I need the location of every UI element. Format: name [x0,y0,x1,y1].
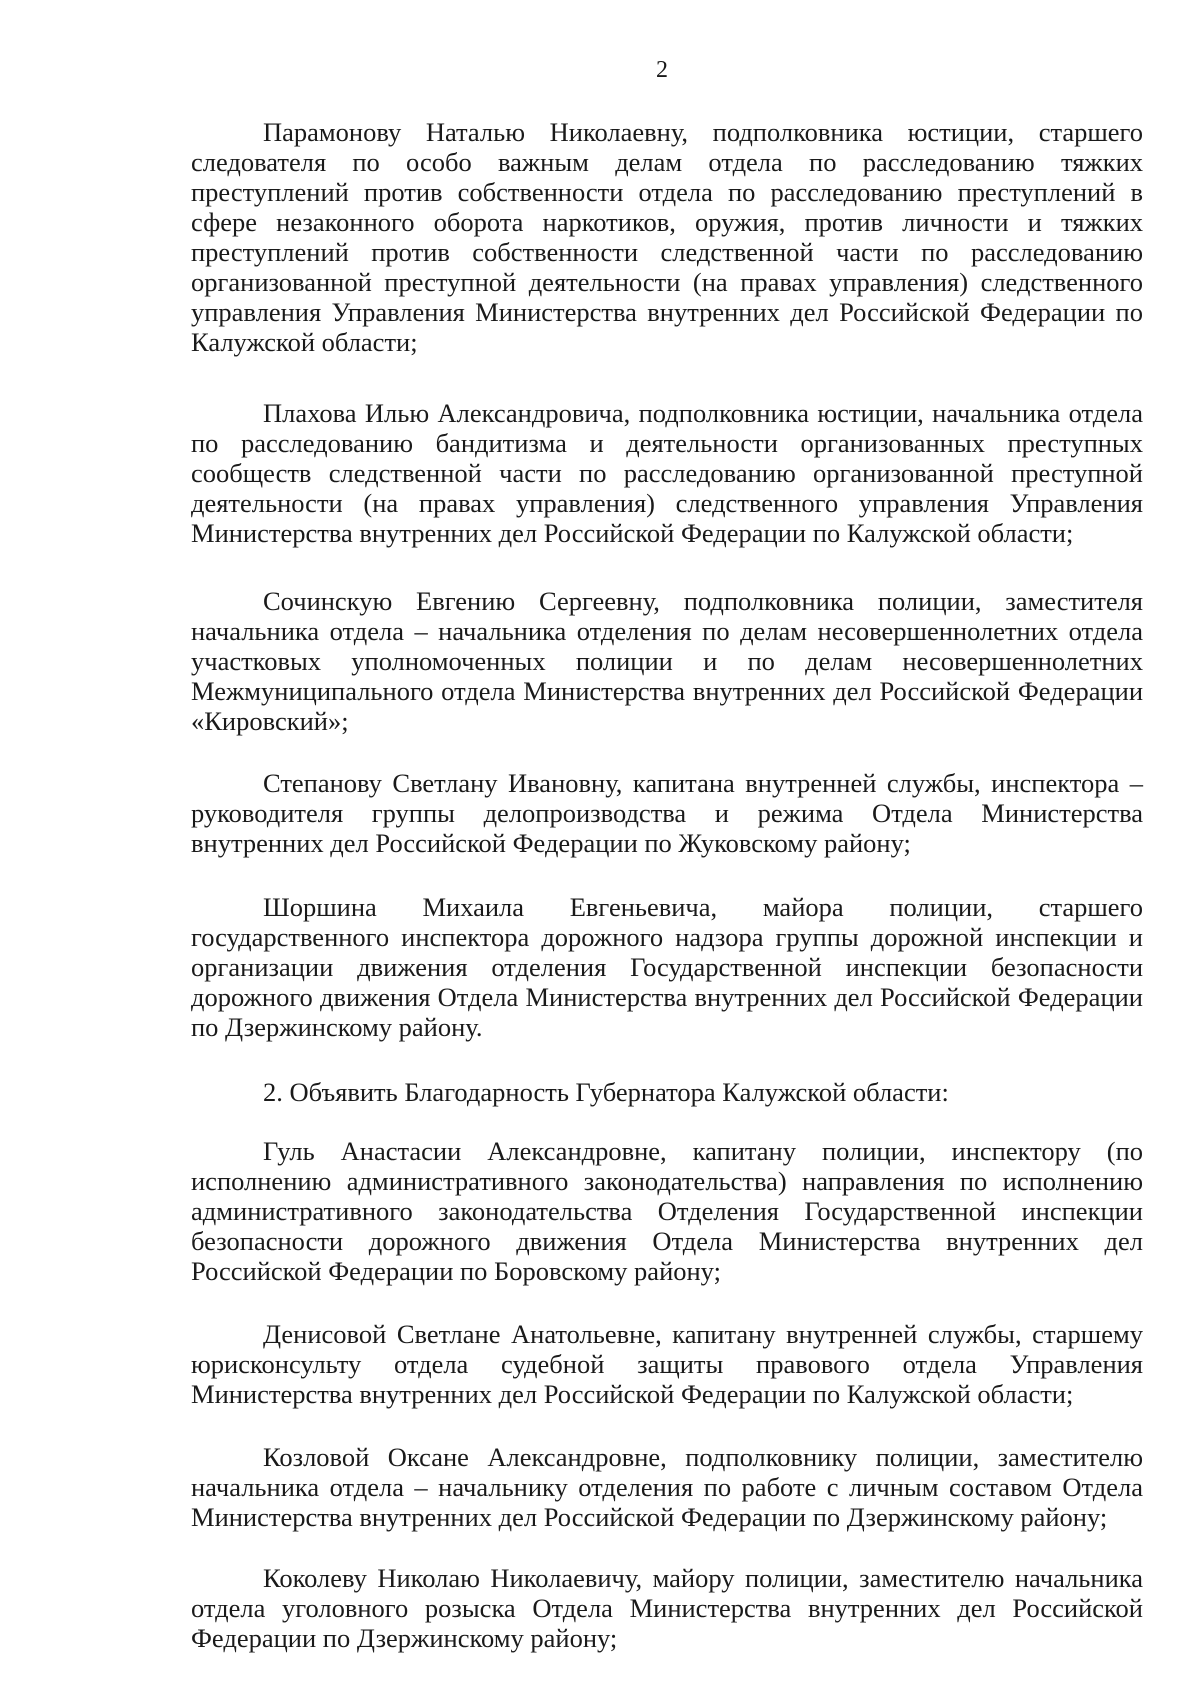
page-number: 2 [656,57,668,83]
award-paragraph-plakhov: Плахова Илью Александровича, подполковника юстиции, начальника отдела по расследованию бандитизма и деятельности организованных преступных сообществ следственной части по расследованию организованной преступной деятельности (на правах управления) следственного управления Управления Министерства внутренних дел Российской Федерации по Калужской области; [191,398,1143,548]
gratitude-paragraph-kokolev: Коколеву Николаю Николаевичу, майору полиции, заместителю начальника отдела уголовного розыска Отдела Министерства внутренних дел Российской Федерации по Дзержинскому району; [191,1563,1143,1653]
section-heading-gratitude: 2. Объявить Благодарность Губернатора Калужской области: [263,1077,949,1107]
award-paragraph-stepanova: Степанову Светлану Ивановну, капитана внутренней службы, инспектора – руководителя группы делопроизводства и режима Отдела Министерства внутренних дел Российской Федерации по Жуковскому району; [191,768,1143,858]
gratitude-paragraph-gul: Гуль Анастасии Александровне, капитану полиции, инспектору (по исполнению административного законодательства) направления по исполнению административного законодательства Отделения Государственной инспекции безопасности дорожного движения Отдела Министерства внутренних дел Российской Федерации по Боровскому району; [191,1136,1143,1286]
award-paragraph-sochinskaya: Сочинскую Евгению Сергеевну, подполковника полиции, заместителя начальника отдела – начальника отделения по делам несовершеннолетних отдела участковых уполномоченных полиции и по делам несовершеннолетних Межмуниципального отдела Министерства внутренних дел Российской Федерации «Кировский»; [191,586,1143,736]
award-paragraph-paramonova: Парамонову Наталью Николаевну, подполковника юстиции, старшего следователя по особо важным делам отдела по расследованию тяжких преступлений против собственности отдела по расследованию преступлений в сфере незаконного оборота наркотиков, оружия, против личности и тяжких преступлений против собственности следственной части по расследованию организованной преступной деятельности (на правах управления) следственного управления Управления Министерства внутренних дел Российской Федерации по Калужской области; [191,117,1143,357]
gratitude-paragraph-denisova: Денисовой Светлане Анатольевне, капитану внутренней службы, старшему юрисконсульту отдела судебной защиты правового отдела Управления Министерства внутренних дел Российской Федерации по Калужской области; [191,1319,1143,1409]
gratitude-paragraph-kozlova: Козловой Оксане Александровне, подполковнику полиции, заместителю начальника отдела – начальнику отделения по работе с личным составом Отдела Министерства внутренних дел Российской Федерации по Дзержинскому району; [191,1442,1143,1532]
award-paragraph-shorshin: Шоршина Михаила Евгеньевича, майора полиции, старшего государственного инспектора дорожного надзора группы дорожной инспекции и организации движения отделения Государственной инспекции безопасности дорожного движения Отдела Министерства внутренних дел Российской Федерации по Дзержинскому району. [191,892,1143,1042]
